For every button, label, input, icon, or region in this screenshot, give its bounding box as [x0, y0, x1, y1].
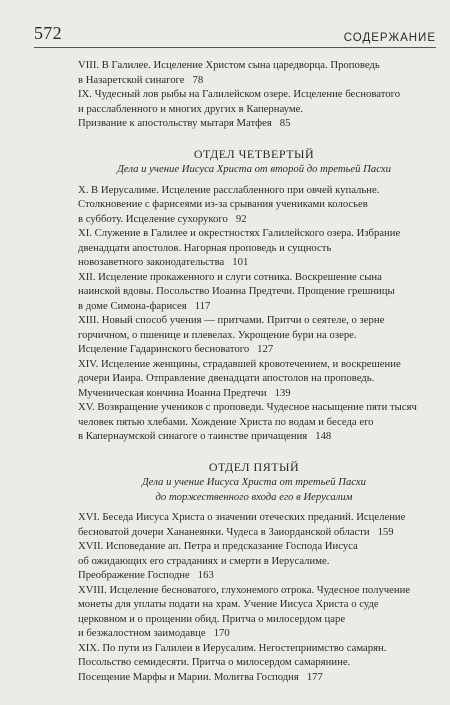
toc-entry-last-line [78, 626, 430, 641]
toc-entry-line: церковном и о прощении обид. Притча о милосердом царе [78, 612, 346, 625]
toc-entry-last-line [78, 429, 430, 444]
section-4-subtitle: Дела и учение Иисуса Христа от второй до третьей Пасхи [117, 163, 391, 175]
toc-entry[interactable] [78, 400, 430, 444]
toc-entry-line: в Капернаумской синагоге о таинстве причащения [78, 430, 308, 442]
toc-page-number: 78 [192, 73, 204, 86]
toc-entry[interactable] [78, 183, 430, 227]
toc-entry-line: Посещение Марфы и Марии. Молитва Господня [78, 670, 299, 683]
toc-entry-line: Посольство семидесяти. Притча о милосердом самарянине. [78, 656, 351, 668]
toc-entry-last-line [78, 568, 430, 583]
toc-entry-line: Столкновение с фарисеями из-за срывания учениками колосьев [78, 198, 368, 210]
toc-page-number: 170 [213, 627, 230, 639]
page-header [34, 22, 436, 44]
toc-page-number: 139 [274, 386, 291, 399]
toc-page-number: 177 [306, 670, 323, 683]
toc-entry-line: наинской вдовы. Посольство Иоанна Предтечи. Прощение грешницы [78, 285, 395, 297]
toc-entry-last-line [78, 342, 430, 357]
section-4-entries [78, 183, 430, 444]
toc-entry-line: бесноватой дочери Хананеянки. Чудеса в Заиорданской области [78, 525, 370, 538]
toc-entry[interactable] [78, 641, 430, 685]
toc-entry[interactable] [78, 583, 430, 641]
section-5-entries [78, 510, 430, 684]
toc-entry-last-line [78, 299, 430, 314]
toc-entry-line: и расслабленного и многих других в Капернауме. [78, 102, 304, 115]
toc-entry-line: об ожидающих его страданиях и смерти в Иерусалиме. [78, 554, 330, 567]
toc-entry-line: XVIII. Исцеление бесноватого, глухонемого отрока. Чудесное получение [78, 583, 411, 596]
section-5-subtitle-line: до торжественного входа его в Иерусалим [155, 490, 353, 503]
section-4-title: ОТДЕЛ ЧЕТВЕРТЫЙ [193, 146, 315, 161]
toc-entry[interactable] [78, 539, 430, 583]
toc-entry-line: Призвание к апостольству мытаря Матфея [78, 117, 272, 129]
toc-entry-line: Преображение Господне [78, 569, 190, 581]
running-title: СОДЕРЖАНИЕ [343, 32, 436, 44]
toc-entry[interactable] [78, 270, 430, 314]
toc-page-number: 92 [235, 212, 247, 225]
toc-entry-line: VIII. В Галилее. Исцеление Христом сына царедворца. Проповедь [78, 59, 380, 71]
toc-page-number: 159 [377, 525, 394, 538]
toc-entry-line: и безжалостном заимодавце [78, 627, 206, 639]
toc-entry-line: горчичном, о пшенице и плевелах. Укрощение бури на озере. [78, 328, 357, 341]
toc-entry-line: человек пятью хлебами. Хождение Христа по водам и беседа его [78, 415, 374, 428]
toc-entry[interactable] [78, 87, 430, 131]
toc-entry-last-line [78, 386, 430, 401]
toc-page-number: 163 [197, 569, 214, 581]
toc-entry-line: XI. Служение в Галилее и окрестностях Галилейского озера. Избрание [78, 227, 401, 239]
toc-page-number: 101 [232, 256, 249, 268]
toc-entry-last-line [78, 73, 430, 88]
toc-page-number: 148 [315, 430, 332, 442]
section-5-title: ОТДЕЛ ПЯТЫЙ [208, 459, 300, 474]
toc-entry[interactable] [78, 226, 430, 270]
toc-entry-line: Исцеление Гадаринского бесноватого [78, 343, 250, 355]
toc-entry[interactable] [78, 510, 430, 539]
toc-entry[interactable] [78, 313, 430, 357]
page-number: 572 [34, 23, 62, 43]
toc-entry-last-line [78, 212, 430, 227]
toc-entry-last-line [78, 116, 430, 131]
toc-entry-line: XIV. Исцеление женщины, страдавшей кровотечением, и воскрешение [78, 357, 401, 370]
toc-entry-line: в субботу. Исцеление сухорукого [78, 212, 228, 225]
toc-content [78, 58, 430, 684]
toc-entry-line: в Назаретской синагоге [78, 73, 185, 86]
toc-page-number: 127 [257, 343, 274, 355]
toc-entry-last-line [78, 255, 430, 270]
toc-entry-line: IX. Чудесный лов рыбы на Галилейском озере. Исцеление бесноватого [78, 88, 401, 100]
toc-entry-line: новозаветного законодательства [78, 256, 225, 268]
toc-entry-line: XVII. Исповедание ап. Петра и предсказание Господа Иисуса [78, 540, 358, 552]
toc-entry-line: XIX. По пути из Галилеи в Иерусалим. Негостеприимство самарян. [78, 641, 387, 654]
toc-entry-line: XIII. Новый способ учения — притчами. Притчи о сеятеле, о зерне [78, 314, 385, 326]
toc-entry-line: в доме Симона-фарисея [78, 299, 187, 312]
toc-entry-line: монеты для уплаты подати на храм. Учение Иисуса Христа о суде [78, 598, 379, 610]
toc-entry-last-line [78, 525, 430, 540]
toc-entry-line: XII. Исцеление прокаженного и слуги сотника. Воскрешение сына [78, 270, 382, 283]
toc-entry-line: XVI. Беседа Иисуса Христа о значении отеческих преданий. Исцеление [78, 511, 406, 523]
toc-entry[interactable] [78, 357, 430, 401]
toc-entry-line: дочери Иаира. Отправление двенадцати апостолов на проповедь. [78, 372, 375, 384]
toc-entry-last-line [78, 670, 430, 685]
toc-page-number: 85 [279, 117, 291, 129]
toc-entry-line: X. В Иерусалиме. Исцеление расслабленного при овчей купальне. [78, 183, 380, 196]
toc-entry[interactable] [78, 58, 430, 87]
toc-entry-line: XV. Возвращение учеников с проповеди. Чудесное насыщение пяти тысяч [78, 401, 417, 413]
section-5-subtitle-line: Дела и учение Иисуса Христа от третьей Пасхи [141, 476, 367, 488]
toc-page-number: 117 [194, 299, 211, 312]
toc-entry-line: двенадцати апостолов. Нагорная проповедь и сущность [78, 241, 332, 254]
section-5-subtitle [78, 475, 430, 504]
toc-top-entries [78, 58, 430, 131]
header-rule [34, 47, 436, 48]
toc-entry-line: Мученическая кончина Иоанна Предтечи [78, 386, 267, 399]
